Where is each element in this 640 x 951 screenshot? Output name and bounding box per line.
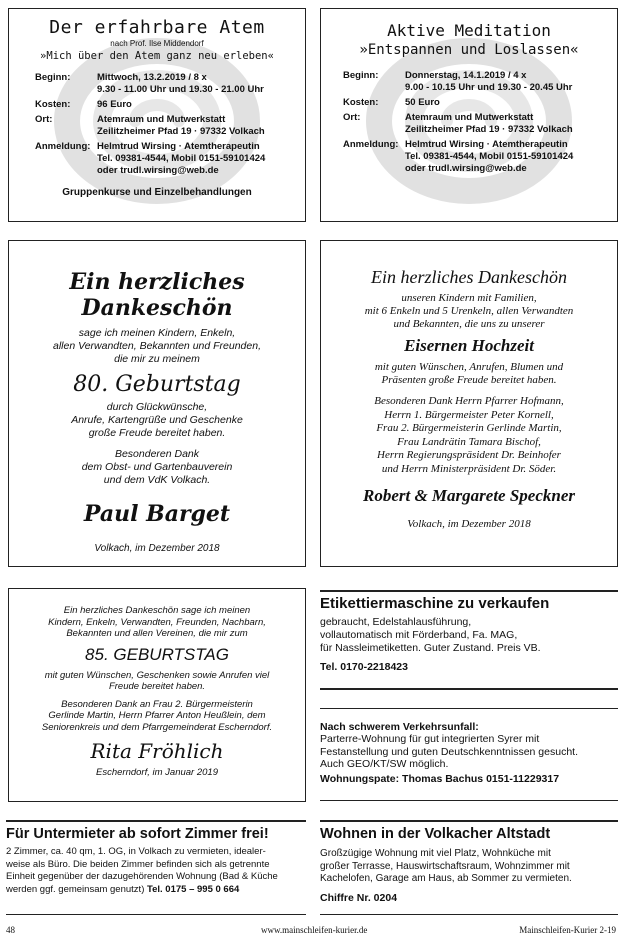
classified2-heading: Nach schwerem Verkehrsunfall:	[320, 721, 479, 733]
ad2-tagline: »Entspannen und Loslassen«	[359, 42, 579, 58]
thanks1-intro	[9, 327, 305, 366]
ad1-title: Der erfahrbare Atem	[49, 17, 265, 38]
thanks3-body	[9, 670, 305, 693]
footer-url[interactable]: www.mainschleifen-kurier.de	[261, 925, 368, 935]
thanks2-line: mit 6 Enkeln und 5 Urenkeln, allen Verwandten	[364, 305, 574, 317]
thanks1-line: Besonderen Dank	[114, 448, 200, 460]
thanks2-line: Frau 2. Bürgermeisterin Gerlinde Martin,	[376, 422, 562, 434]
ad1-beginn-2: 9.30 - 11.00 Uhr und 19.30 - 21.00 Uhr	[97, 84, 264, 95]
thanks3-line: Ein herzliches Dankeschön sage ich meinen	[63, 605, 251, 616]
ad1-label-anmeldung: Anmeldung:	[35, 141, 91, 152]
classified4-contact: Chiffre Nr. 0204	[320, 891, 398, 904]
ad1-anmeldung-1: Helmtrud Wirsing · Atemtherapeutin	[97, 141, 260, 152]
thanks2-line: Herrn Regierungspräsident Dr. Beinhofer	[377, 449, 561, 461]
thanks3-line: Bekannten und allen Vereinen, die mir zum	[66, 628, 248, 639]
classified2-body	[320, 733, 618, 771]
thanks1-line: und dem VdK Volkach.	[103, 474, 211, 486]
ad2-beginn-1: Donnerstag, 14.1.2019 / 4 x	[405, 70, 527, 81]
thanks3-occasion: 85. GEBURTSTAG	[85, 644, 229, 664]
thanks1-special	[9, 448, 305, 487]
classified1-line: für Nassleimetiketten. Guter Zustand. Preis VB.	[320, 642, 541, 654]
thanks3-line: Gerlinde Martin, Herrn Pfarrer Anton Heußlein, dem	[48, 710, 266, 721]
ad1-tagline: »Mich über den Atem ganz neu erleben«	[40, 50, 274, 62]
thanks-barget	[8, 240, 306, 567]
thanks3-line: mit guten Wünschen, Geschenken sowie Anrufen viel	[44, 669, 270, 681]
thanks2-occasion: Eisernen Hochzeit	[404, 336, 534, 355]
classified3-line: Einheit gegenüber der dazugehörenden Wohnung (Bad & Küche	[6, 871, 278, 882]
thanks1-occasion: 80. Geburtstag	[73, 372, 241, 397]
footer-divider	[6, 914, 306, 915]
ad2-ort-1: Atemraum und Mutwerkstatt	[405, 112, 534, 123]
thanks1-line: große Freude bereitet haben.	[88, 427, 226, 439]
ad1-kosten: 96 Euro	[97, 99, 132, 110]
thanks2-body	[321, 361, 617, 387]
thanks1-line: allen Verwandten, Bekannten und Freunden,	[52, 340, 261, 352]
thanks2-signature: Robert & Margarete Speckner	[362, 486, 576, 505]
ad2-beginn-2: 9.00 - 10.15 Uhr und 19.30 - 20.45 Uhr	[405, 82, 573, 93]
ad1-subtitle: nach Prof. Ilse Middendorf	[110, 39, 204, 48]
classified3-line: 2 Zimmer, ca. 40 qm, 1. OG, in Volkach zu vermieten, idealer-	[6, 846, 266, 857]
thanks2-intro	[321, 292, 617, 331]
classified2-line: Festanstellung und guten Deutschkenntnissen gesucht.	[320, 745, 579, 758]
ad1-anmeldung-2: Tel. 09381-4544, Mobil 0151-59101424	[97, 153, 266, 164]
page-number: 48	[6, 925, 15, 935]
thanks1-body	[9, 401, 305, 440]
classified3-line: werden ggf. gemeinsam genutzt)	[6, 883, 145, 895]
thanks2-line: Präsenten große Freude bereitet haben.	[381, 374, 557, 386]
ad1-label-kosten: Kosten:	[35, 99, 71, 110]
ad2-label-beginn: Beginn:	[343, 70, 379, 81]
thanks2-line: und Bekannten, die uns zu unserer	[393, 318, 545, 330]
ad2-anmeldung-1: Helmtrud Wirsing · Atemtherapeutin	[405, 139, 568, 150]
footer-issue: Mainschleifen-Kurier 2-19	[519, 925, 616, 935]
thanks2-place: Volkach, im Dezember 2018	[407, 518, 531, 530]
divider	[320, 688, 618, 690]
ad1-ort-1: Atemraum und Mutwerkstatt	[97, 114, 226, 125]
ad2-title: Aktive Meditation	[387, 21, 551, 40]
thanks1-title: Ein herzliches Dankeschön	[69, 269, 245, 321]
classified3-body	[6, 846, 306, 896]
classified1-line: gebraucht, Edelstahlausführung,	[320, 616, 472, 628]
ad2-label-anmeldung: Anmeldung:	[343, 139, 399, 150]
thanks3-line: Besonderen Dank an Frau 2. Bürgermeisterin	[61, 698, 253, 710]
classified2-contact: Wohnungspate: Thomas Bachus 0151-11229317	[320, 772, 560, 785]
thanks3-line: Seniorenkreis und dem Pfarrgemeinderat Escherndorf.	[41, 721, 273, 733]
thanks1-line: die mir zu meinem	[114, 353, 200, 365]
classified3-title: Für Untermieter ab sofort Zimmer frei!	[6, 826, 269, 842]
thanks2-line: Besonderen Dank Herrn Pfarrer Hofmann,	[374, 395, 564, 407]
divider	[320, 590, 618, 592]
thanks3-special	[9, 699, 305, 734]
ad-meditation	[320, 8, 618, 222]
classified1-line: vollautomatisch mit Förderband, Fa. MAG,	[320, 629, 518, 641]
ad2-details	[343, 70, 617, 175]
ad2-kosten: 50 Euro	[405, 97, 440, 108]
classified1-contact: Tel. 0170-2218423	[320, 661, 408, 673]
thanks2-line: Herrn 1. Bürgermeister Peter Kornell,	[384, 408, 554, 421]
classified4-line: Großzügige Wohnung mit viel Platz, Wohnküche mit	[320, 848, 551, 859]
ad2-anmeldung-3: oder trudl.wirsing@web.de	[405, 163, 527, 174]
thanks3-signature: Rita Fröhlich	[90, 739, 224, 763]
ad1-ort-2: Zeilitzheimer Pfad 19 · 97332 Volkach	[97, 126, 265, 137]
classified3-line: weise als Büro. Die beiden Zimmer befinden sich als getrennte	[6, 858, 270, 870]
footer-divider	[320, 914, 618, 915]
classified4-body	[320, 848, 618, 886]
classified3-contact: Tel. 0175 – 995 0 664	[147, 883, 240, 895]
thanks1-line: durch Glückwünsche,	[106, 401, 208, 413]
ad1-anmeldung-3: oder trudl.wirsing@web.de	[97, 165, 219, 176]
thanks2-line: Frau Landrätin Tamara Bischof,	[397, 435, 541, 448]
thanks2-line: mit guten Wünschen, Anrufen, Blumen und	[374, 361, 564, 373]
classified4-line: Kachelofen, Garage am Haus, ab Sommer zu vermieten.	[320, 873, 572, 884]
divider	[320, 708, 618, 709]
classified-untermieter	[6, 826, 306, 896]
thanks1-place: Volkach, im Dezember 2018	[94, 543, 220, 554]
thanks2-title: Ein herzliches Dankeschön	[371, 267, 567, 287]
ad2-ort-2: Zeilitzheimer Pfad 19 · 97332 Volkach	[405, 124, 573, 135]
classified2-line: Auch GEO/KT/SW möglich.	[320, 758, 449, 770]
thanks1-line: Anrufe, Kartengrüße und Geschenke	[71, 414, 243, 426]
thanks2-special	[321, 395, 617, 476]
thanks3-place: Escherndorf, im Januar 2019	[96, 767, 218, 778]
ad1-label-beginn: Beginn:	[35, 72, 71, 83]
ad1-beginn-1: Mittwoch, 13.2.2019 / 8 x	[97, 72, 207, 83]
ad1-details	[35, 72, 305, 177]
ad2-label-kosten: Kosten:	[343, 97, 379, 108]
thanks-froehlich	[8, 588, 306, 802]
classified1-title: Etikettiermaschine zu verkaufen	[320, 595, 550, 612]
divider	[320, 800, 618, 801]
ad-atem	[8, 8, 306, 222]
divider	[6, 820, 306, 822]
ad2-label-ort: Ort:	[343, 112, 361, 123]
ad1-label-ort: Ort:	[35, 114, 53, 125]
classified2-line: Parterre-Wohnung für gut integrierten Syrer mit	[320, 733, 540, 745]
classified-wohnung-gesucht	[320, 721, 618, 785]
thanks1-signature: Paul Barget	[83, 501, 231, 527]
ad1-footer: Gruppenkurse und Einzelbehandlungen	[62, 187, 252, 198]
classified4-title: Wohnen in der Volkacher Altstadt	[320, 826, 551, 842]
thanks3-line: Kindern, Enkeln, Verwandten, Freunden, Nachbarn,	[48, 616, 266, 628]
thanks-speckner	[320, 240, 618, 567]
ad2-anmeldung-2: Tel. 09381-4544, Mobil 0151-59101424	[405, 151, 574, 162]
classified4-line: großer Terrasse, Hauswirtschaftsraum, Wohnzimmer mit	[320, 860, 570, 872]
classified-altstadt	[320, 826, 618, 904]
thanks3-intro	[9, 605, 305, 640]
thanks1-line: dem Obst- und Gartenbauverein	[81, 461, 233, 473]
classified1-body	[320, 616, 618, 655]
divider	[320, 820, 618, 822]
thanks2-line: und Herrn Ministerpräsident Dr. Söder.	[381, 462, 557, 475]
thanks2-line: unseren Kindern mit Familien,	[401, 292, 537, 304]
thanks1-line: sage ich meinen Kindern, Enkeln,	[78, 327, 236, 339]
classified-etikettiermaschine	[320, 595, 618, 673]
thanks3-line: Freude bereitet haben.	[108, 681, 206, 692]
